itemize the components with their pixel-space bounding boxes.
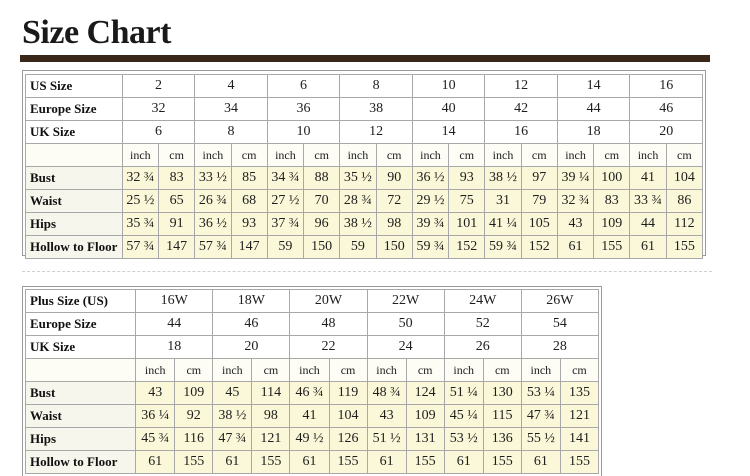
size-row (26, 98, 703, 121)
measurement-value: 48 ¾ (367, 382, 406, 405)
unit-cm: cm (158, 144, 194, 167)
measurement-value: 105 (521, 213, 557, 236)
measurement-value: 121 (560, 405, 598, 428)
measurement-value: 65 (158, 190, 194, 213)
measurement-value: 61 (290, 451, 329, 474)
size-row (26, 313, 599, 336)
measurement-value: 34 ¾ (267, 167, 303, 190)
measurement-row (26, 428, 599, 451)
size-row (26, 336, 599, 359)
standard-size-table (25, 74, 703, 259)
unit-cm: cm (521, 144, 557, 167)
measurement-value: 135 (560, 382, 598, 405)
unit-inch: inch (340, 144, 376, 167)
measurement-value: 45 ¼ (444, 405, 483, 428)
measurement-value: 98 (376, 213, 412, 236)
size-row (26, 121, 703, 144)
measurement-value: 59 ¾ (412, 236, 448, 259)
unit-cm: cm (594, 144, 630, 167)
measurement-value: 61 (521, 451, 560, 474)
unit-cm: cm (483, 359, 521, 382)
measurement-value: 43 (557, 213, 593, 236)
unit-cm: cm (406, 359, 444, 382)
measurement-value: 39 ¼ (557, 167, 593, 190)
measurement-value: 100 (594, 167, 630, 190)
size-value: 18 (557, 121, 630, 144)
measurement-value: 39 ¾ (412, 213, 448, 236)
unit-cm: cm (329, 359, 367, 382)
size-row (26, 75, 703, 98)
size-value: 8 (195, 121, 268, 144)
section-divider (22, 271, 712, 272)
size-value: 46 (630, 98, 703, 121)
measurement-value: 51 ½ (367, 428, 406, 451)
measurement-label: Waist (26, 405, 136, 428)
size-value: 4 (195, 75, 268, 98)
measurement-value: 26 ¾ (195, 190, 231, 213)
measurement-row (26, 405, 599, 428)
unit-cm: cm (560, 359, 598, 382)
measurement-label: Bust (26, 382, 136, 405)
measurement-value: 43 (367, 405, 406, 428)
measurement-row (26, 451, 599, 474)
measurement-value: 116 (175, 428, 213, 451)
measurement-value: 29 ½ (412, 190, 448, 213)
measurement-value: 92 (175, 405, 213, 428)
measurement-value: 45 ¾ (136, 428, 175, 451)
unit-inch: inch (290, 359, 329, 382)
measurement-label: Hollow to Floor (26, 451, 136, 474)
size-value: 18W (213, 290, 290, 313)
plus-size-table (25, 289, 599, 474)
measurement-value: 44 (630, 213, 666, 236)
measurement-row (26, 190, 703, 213)
measurement-value: 114 (252, 382, 290, 405)
size-value: 36 (267, 98, 340, 121)
measurement-value: 27 ½ (267, 190, 303, 213)
size-value: 2 (122, 75, 195, 98)
measurement-value: 155 (329, 451, 367, 474)
unit-cm: cm (449, 144, 485, 167)
size-value: 16 (485, 121, 558, 144)
unit-row-label (26, 359, 136, 382)
row-label: Europe Size (26, 98, 123, 121)
measurement-value: 150 (304, 236, 340, 259)
measurement-value: 72 (376, 190, 412, 213)
size-row (26, 290, 599, 313)
measurement-value: 152 (449, 236, 485, 259)
size-value: 10 (267, 121, 340, 144)
measurement-value: 36 ½ (412, 167, 448, 190)
measurement-value: 51 ¼ (444, 382, 483, 405)
measurement-value: 109 (175, 382, 213, 405)
size-value: 54 (521, 313, 598, 336)
measurement-value: 43 (136, 382, 175, 405)
row-label: UK Size (26, 121, 123, 144)
measurement-value: 38 ½ (485, 167, 521, 190)
size-value: 24W (444, 290, 521, 313)
unit-cm: cm (175, 359, 213, 382)
measurement-value: 47 ¾ (213, 428, 252, 451)
row-label: Europe Size (26, 313, 136, 336)
measurement-value: 155 (252, 451, 290, 474)
measurement-value: 61 (367, 451, 406, 474)
size-value: 14 (412, 121, 485, 144)
measurement-value: 155 (175, 451, 213, 474)
measurement-value: 32 ¾ (557, 190, 593, 213)
size-value: 12 (485, 75, 558, 98)
measurement-value: 109 (406, 405, 444, 428)
measurement-value: 38 ½ (213, 405, 252, 428)
measurement-value: 70 (304, 190, 340, 213)
size-value: 22W (367, 290, 444, 313)
measurement-value: 61 (213, 451, 252, 474)
measurement-value: 152 (521, 236, 557, 259)
measurement-value: 136 (483, 428, 521, 451)
size-value: 12 (340, 121, 413, 144)
unit-inch: inch (521, 359, 560, 382)
measurement-value: 131 (406, 428, 444, 451)
measurement-value: 25 ½ (122, 190, 158, 213)
size-value: 16 (630, 75, 703, 98)
unit-inch: inch (485, 144, 521, 167)
measurement-label: Hips (26, 213, 123, 236)
unit-cm: cm (376, 144, 412, 167)
size-value: 26 (444, 336, 521, 359)
size-value: 44 (136, 313, 213, 336)
measurement-value: 121 (252, 428, 290, 451)
measurement-value: 147 (158, 236, 194, 259)
size-value: 20W (290, 290, 367, 313)
measurement-value: 104 (329, 405, 367, 428)
size-value: 52 (444, 313, 521, 336)
size-value: 48 (290, 313, 367, 336)
measurement-value: 98 (252, 405, 290, 428)
measurement-value: 61 (557, 236, 593, 259)
measurement-value: 36 ½ (195, 213, 231, 236)
measurement-value: 31 (485, 190, 521, 213)
measurement-value: 109 (594, 213, 630, 236)
size-value: 20 (213, 336, 290, 359)
unit-inch: inch (267, 144, 303, 167)
unit-row (26, 359, 599, 382)
unit-cm: cm (231, 144, 267, 167)
measurement-value: 141 (560, 428, 598, 451)
measurement-value: 57 ¾ (195, 236, 231, 259)
unit-row-label (26, 144, 123, 167)
measurement-row (26, 213, 703, 236)
measurement-value: 93 (231, 213, 267, 236)
measurement-value: 155 (666, 236, 702, 259)
measurement-value: 28 ¾ (340, 190, 376, 213)
unit-inch: inch (122, 144, 158, 167)
measurement-row (26, 167, 703, 190)
measurement-value: 101 (449, 213, 485, 236)
measurement-value: 75 (449, 190, 485, 213)
size-value: 8 (340, 75, 413, 98)
size-value: 32 (122, 98, 195, 121)
measurement-value: 33 ¾ (630, 190, 666, 213)
size-value: 26W (521, 290, 598, 313)
size-value: 20 (630, 121, 703, 144)
unit-inch: inch (630, 144, 666, 167)
measurement-label: Bust (26, 167, 123, 190)
row-label: US Size (26, 75, 123, 98)
unit-row (26, 144, 703, 167)
size-value: 6 (267, 75, 340, 98)
measurement-label: Hollow to Floor (26, 236, 123, 259)
measurement-value: 93 (449, 167, 485, 190)
measurement-value: 155 (406, 451, 444, 474)
measurement-value: 41 ¼ (485, 213, 521, 236)
measurement-value: 45 (213, 382, 252, 405)
measurement-value: 53 ¼ (521, 382, 560, 405)
unit-cm: cm (304, 144, 340, 167)
size-value: 16W (136, 290, 213, 313)
measurement-value: 55 ½ (521, 428, 560, 451)
measurement-value: 57 ¾ (122, 236, 158, 259)
measurement-value: 96 (304, 213, 340, 236)
unit-inch: inch (444, 359, 483, 382)
unit-cm: cm (666, 144, 702, 167)
measurement-value: 38 ½ (340, 213, 376, 236)
size-value: 50 (367, 313, 444, 336)
measurement-value: 53 ½ (444, 428, 483, 451)
measurement-value: 59 (340, 236, 376, 259)
size-value: 22 (290, 336, 367, 359)
measurement-value: 83 (158, 167, 194, 190)
measurement-value: 41 (290, 405, 329, 428)
measurement-value: 90 (376, 167, 412, 190)
measurement-value: 49 ½ (290, 428, 329, 451)
unit-inch: inch (412, 144, 448, 167)
size-value: 34 (195, 98, 268, 121)
measurement-row (26, 236, 703, 259)
measurement-value: 155 (483, 451, 521, 474)
measurement-value: 150 (376, 236, 412, 259)
row-label: UK Size (26, 336, 136, 359)
measurement-value: 147 (231, 236, 267, 259)
measurement-value: 86 (666, 190, 702, 213)
measurement-value: 115 (483, 405, 521, 428)
measurement-value: 36 ¼ (136, 405, 175, 428)
measurement-label: Hips (26, 428, 136, 451)
size-value: 44 (557, 98, 630, 121)
measurement-value: 59 ¾ (485, 236, 521, 259)
measurement-value: 68 (231, 190, 267, 213)
measurement-value: 88 (304, 167, 340, 190)
measurement-value: 33 ½ (195, 167, 231, 190)
measurement-value: 59 (267, 236, 303, 259)
unit-inch: inch (213, 359, 252, 382)
page-title: Size Chart (22, 14, 171, 51)
unit-cm: cm (252, 359, 290, 382)
measurement-value: 126 (329, 428, 367, 451)
row-label: Plus Size (US) (26, 290, 136, 313)
measurement-value: 37 ¾ (267, 213, 303, 236)
size-value: 38 (340, 98, 413, 121)
unit-inch: inch (557, 144, 593, 167)
measurement-value: 97 (521, 167, 557, 190)
measurement-value: 79 (521, 190, 557, 213)
size-value: 28 (521, 336, 598, 359)
size-value: 42 (485, 98, 558, 121)
measurement-value: 61 (136, 451, 175, 474)
size-value: 40 (412, 98, 485, 121)
measurement-value: 46 ¾ (290, 382, 329, 405)
measurement-value: 83 (594, 190, 630, 213)
size-value: 6 (122, 121, 195, 144)
measurement-row (26, 382, 599, 405)
measurement-value: 61 (444, 451, 483, 474)
measurement-value: 155 (560, 451, 598, 474)
measurement-value: 104 (666, 167, 702, 190)
measurement-value: 47 ¾ (521, 405, 560, 428)
unit-inch: inch (195, 144, 231, 167)
measurement-value: 85 (231, 167, 267, 190)
size-value: 46 (213, 313, 290, 336)
unit-inch: inch (136, 359, 175, 382)
measurement-value: 91 (158, 213, 194, 236)
measurement-value: 119 (329, 382, 367, 405)
measurement-label: Waist (26, 190, 123, 213)
unit-inch: inch (367, 359, 406, 382)
measurement-value: 130 (483, 382, 521, 405)
size-value: 24 (367, 336, 444, 359)
measurement-value: 32 ¾ (122, 167, 158, 190)
size-value: 14 (557, 75, 630, 98)
size-value: 10 (412, 75, 485, 98)
measurement-value: 155 (594, 236, 630, 259)
size-value: 18 (136, 336, 213, 359)
measurement-value: 112 (666, 213, 702, 236)
measurement-value: 124 (406, 382, 444, 405)
measurement-value: 61 (630, 236, 666, 259)
title-divider (20, 55, 710, 62)
measurement-value: 35 ½ (340, 167, 376, 190)
measurement-value: 35 ¾ (122, 213, 158, 236)
measurement-value: 41 (630, 167, 666, 190)
